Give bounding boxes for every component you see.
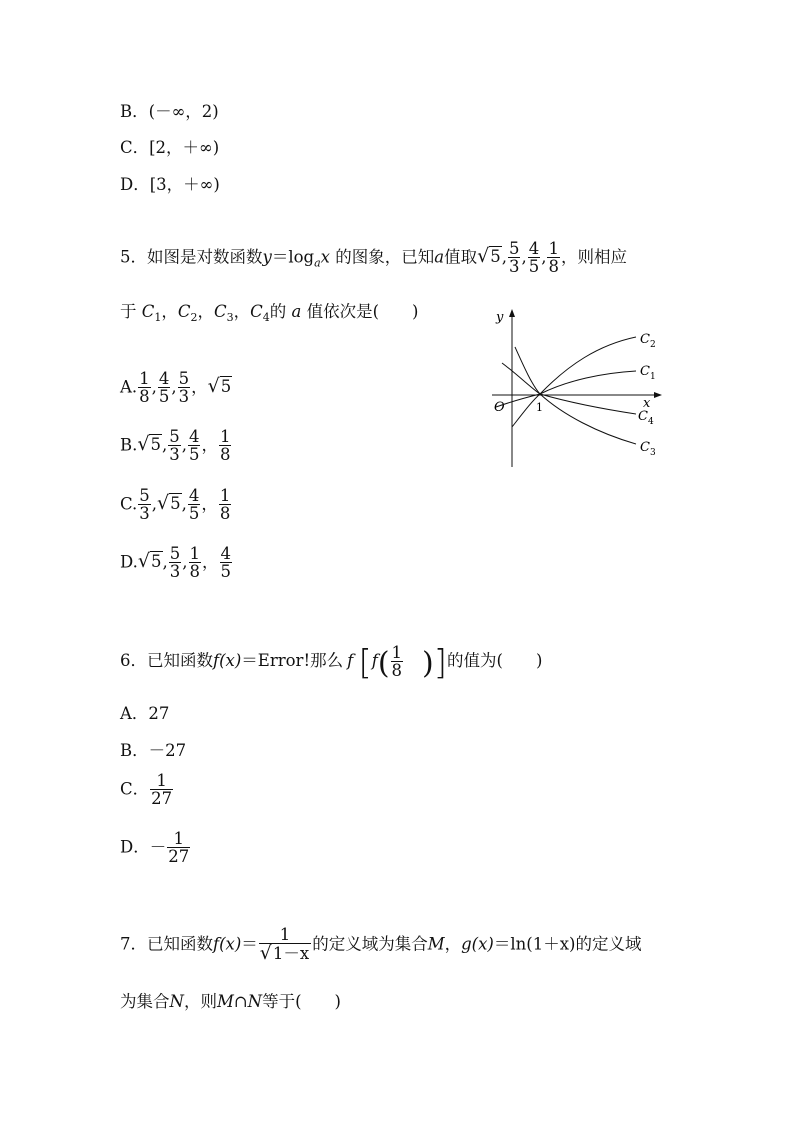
q7-stem-line2: 为集合N，则M∩N等于( ) <box>120 992 341 1011</box>
graph-x-label: x <box>643 396 651 411</box>
q6-left-bracket: [ <box>358 643 372 683</box>
q5-text3: 值取 <box>444 247 478 267</box>
q5-value-1-8: $\frac{1}{8}$ <box>548 239 559 277</box>
q5-value-sqrt5: √5 <box>477 245 501 268</box>
q5-fn-eq: ＝log <box>271 247 315 267</box>
q6-option-c: C． $\frac{1}{27}$ <box>120 771 173 809</box>
q5-value-5-3: $\frac{5}{3}$ <box>508 239 520 277</box>
q5-log-graph <box>488 305 668 475</box>
graph-c1-label: $C_1$ <box>640 364 656 382</box>
graph-y-arrow <box>509 309 515 317</box>
q6-left-paren: ( <box>377 646 390 681</box>
graph-c4-label: $C_4$ <box>638 409 654 427</box>
graph-x-arrow <box>654 392 662 398</box>
q5-text4: ，则相应 <box>560 247 627 267</box>
q6-right-bracket: ] <box>433 643 448 683</box>
q7-fraction: $\frac{1}{√1-x}$ <box>259 925 310 965</box>
graph-one-label: 1 <box>536 401 543 414</box>
q5-fn-x: x <box>320 247 330 267</box>
q5-option-b: B.√5, $\frac{5}{3}$ , $\frac{4}{5}$ ， $\frac{1}{8}$ <box>120 427 231 465</box>
q5-fn-base: a <box>314 256 321 270</box>
q5-text2: 的图象，已知 <box>335 247 435 267</box>
q4-option-d: D．[3，＋∞) <box>120 175 220 194</box>
curve-c4 <box>502 363 636 414</box>
q7-stem-line1: 7．已知函数f(x)＝ $\frac{1}{√1-x}$ 的定义域为集合M，g(x)＝ln(1＋x)的定义域 <box>120 925 642 965</box>
q5-option-d: D.√5, $\frac{5}{3}$ , $\frac{1}{8}$ ， $\frac{4}{5}$ <box>120 544 231 582</box>
q4-option-b: B．(－∞，2) <box>120 102 219 121</box>
q5-a-var: a <box>434 247 445 267</box>
q6-right-paren: ) <box>422 646 434 681</box>
graph-y-label: y <box>496 310 504 325</box>
graph-c3-label: $C_3$ <box>640 440 656 458</box>
q4-option-c: C．[2，＋∞) <box>120 138 220 157</box>
q5-number: 5． <box>120 247 147 267</box>
q6-option-b: B．－27 <box>120 741 187 760</box>
q6-option-d: D．－ $\frac{1}{27}$ <box>120 829 190 867</box>
graph-c2-label: $C_2$ <box>640 332 656 350</box>
q6-option-a: A．27 <box>120 704 170 723</box>
q5-fn-y: y <box>262 247 272 267</box>
q5-stem-line1: 5．如图是对数函数$y=\log_ax$ 的图象，已知a值取√5, $\frac{5}{3}$ , $\frac{4}{5}$ , $\frac{1}{8}$ ，则相应 <box>120 239 627 277</box>
q5-value-4-5: $\frac{4}{5}$ <box>528 239 540 277</box>
q6-stem: 6．已知函数f(x)＝Error!那么 f [f( $\frac{1}{8}$ )]的值为( ) <box>120 642 543 683</box>
curve-c2 <box>496 337 636 407</box>
q5-option-c: C. $\frac{5}{3}$ ,√5, $\frac{4}{5}$ ， $\frac{1}{8}$ <box>120 486 231 524</box>
q5-option-a: A. $\frac{1}{8}$ , $\frac{4}{5}$ , $\frac{5}{3}$ ，√5 <box>120 369 232 407</box>
q5-text1: 如图是对数函数 <box>147 247 263 267</box>
graph-origin-label: O <box>494 400 505 415</box>
q5-stem-line2: 于 $C_1$，$C_2$，$C_3$，$C_4$的 a 值依次是( ) <box>120 302 419 324</box>
